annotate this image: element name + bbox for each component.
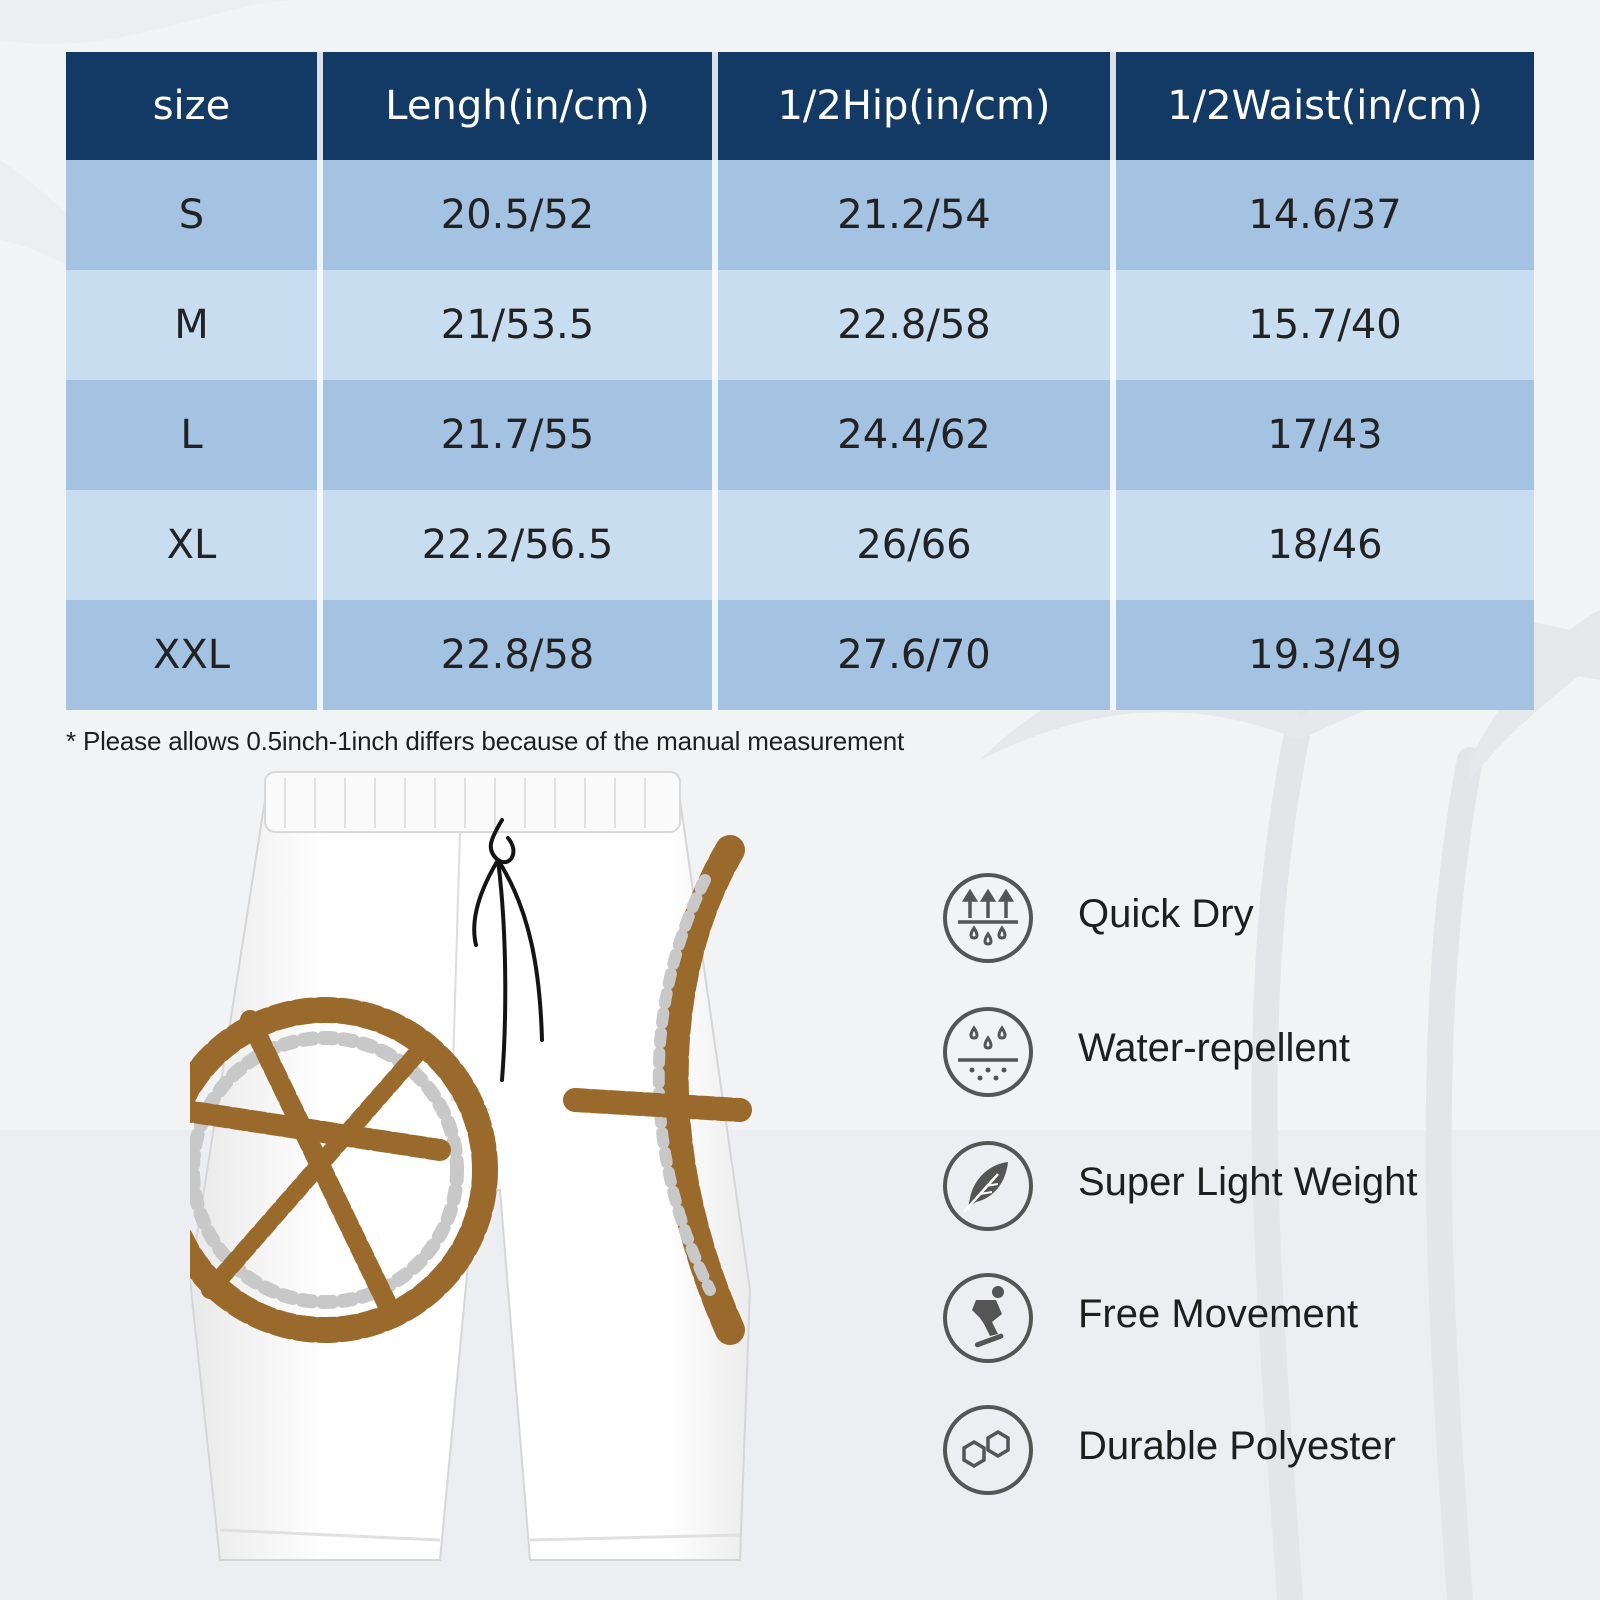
- feature-label: Water-repellent: [1078, 1026, 1350, 1070]
- cell-length: 22.2/56.5: [323, 490, 718, 600]
- size-chart-header-row: [66, 52, 1534, 160]
- cell-half-hip: 26/66: [718, 490, 1116, 600]
- cell-half-waist: 18/46: [1116, 490, 1534, 600]
- header-half-hip: 1/2Hip(in/cm): [718, 52, 1116, 160]
- feature-water-repellent: [940, 1004, 1580, 1100]
- cell-length: 21/53.5: [323, 270, 718, 380]
- cell-half-hip: 27.6/70: [718, 600, 1116, 710]
- header-length: Lengh(in/cm): [323, 52, 718, 160]
- cell-half-hip: 24.4/62: [718, 380, 1116, 490]
- feature-label: Free Movement: [1078, 1292, 1359, 1336]
- size-chart-table: [66, 52, 1534, 710]
- cell-size: S: [66, 160, 323, 270]
- cell-half-waist: 17/43: [1116, 380, 1534, 490]
- measurement-note: * Please allows 0.5inch-1inch differs because of the manual measurement: [66, 726, 905, 756]
- molecule-icon: [940, 1402, 1036, 1498]
- cell-size: M: [66, 270, 323, 380]
- cell-size: XXL: [66, 600, 323, 710]
- cell-half-waist: 19.3/49: [1116, 600, 1534, 710]
- table-row: [66, 270, 1534, 380]
- feature-quick-dry: [940, 870, 1580, 966]
- header-half-waist: 1/2Waist(in/cm): [1116, 52, 1534, 160]
- quick-dry-icon: [940, 870, 1036, 966]
- table-row: [66, 380, 1534, 490]
- cell-length: 21.7/55: [323, 380, 718, 490]
- table-row: [66, 160, 1534, 270]
- cell-length: 22.8/58: [323, 600, 718, 710]
- shorts-product-image: [190, 770, 780, 1570]
- header-size: size: [66, 52, 323, 160]
- feather-icon: [940, 1138, 1036, 1234]
- feature-list: [940, 870, 1580, 1510]
- table-row: [66, 600, 1534, 710]
- feature-durable-polyester: [940, 1402, 1580, 1498]
- water-repellent-icon: [940, 1004, 1036, 1100]
- feature-label: Durable Polyester: [1078, 1424, 1396, 1468]
- feature-free-movement: [940, 1270, 1580, 1366]
- table-row: [66, 490, 1534, 600]
- cell-length: 20.5/52: [323, 160, 718, 270]
- cell-half-hip: 22.8/58: [718, 270, 1116, 380]
- cell-half-hip: 21.2/54: [718, 160, 1116, 270]
- feature-super-light-weight: [940, 1138, 1580, 1234]
- cell-half-waist: 15.7/40: [1116, 270, 1534, 380]
- cell-half-waist: 14.6/37: [1116, 160, 1534, 270]
- cell-size: XL: [66, 490, 323, 600]
- cell-size: L: [66, 380, 323, 490]
- feature-label: Super Light Weight: [1078, 1160, 1418, 1204]
- feature-label: Quick Dry: [1078, 892, 1254, 936]
- skater-icon: [940, 1270, 1036, 1366]
